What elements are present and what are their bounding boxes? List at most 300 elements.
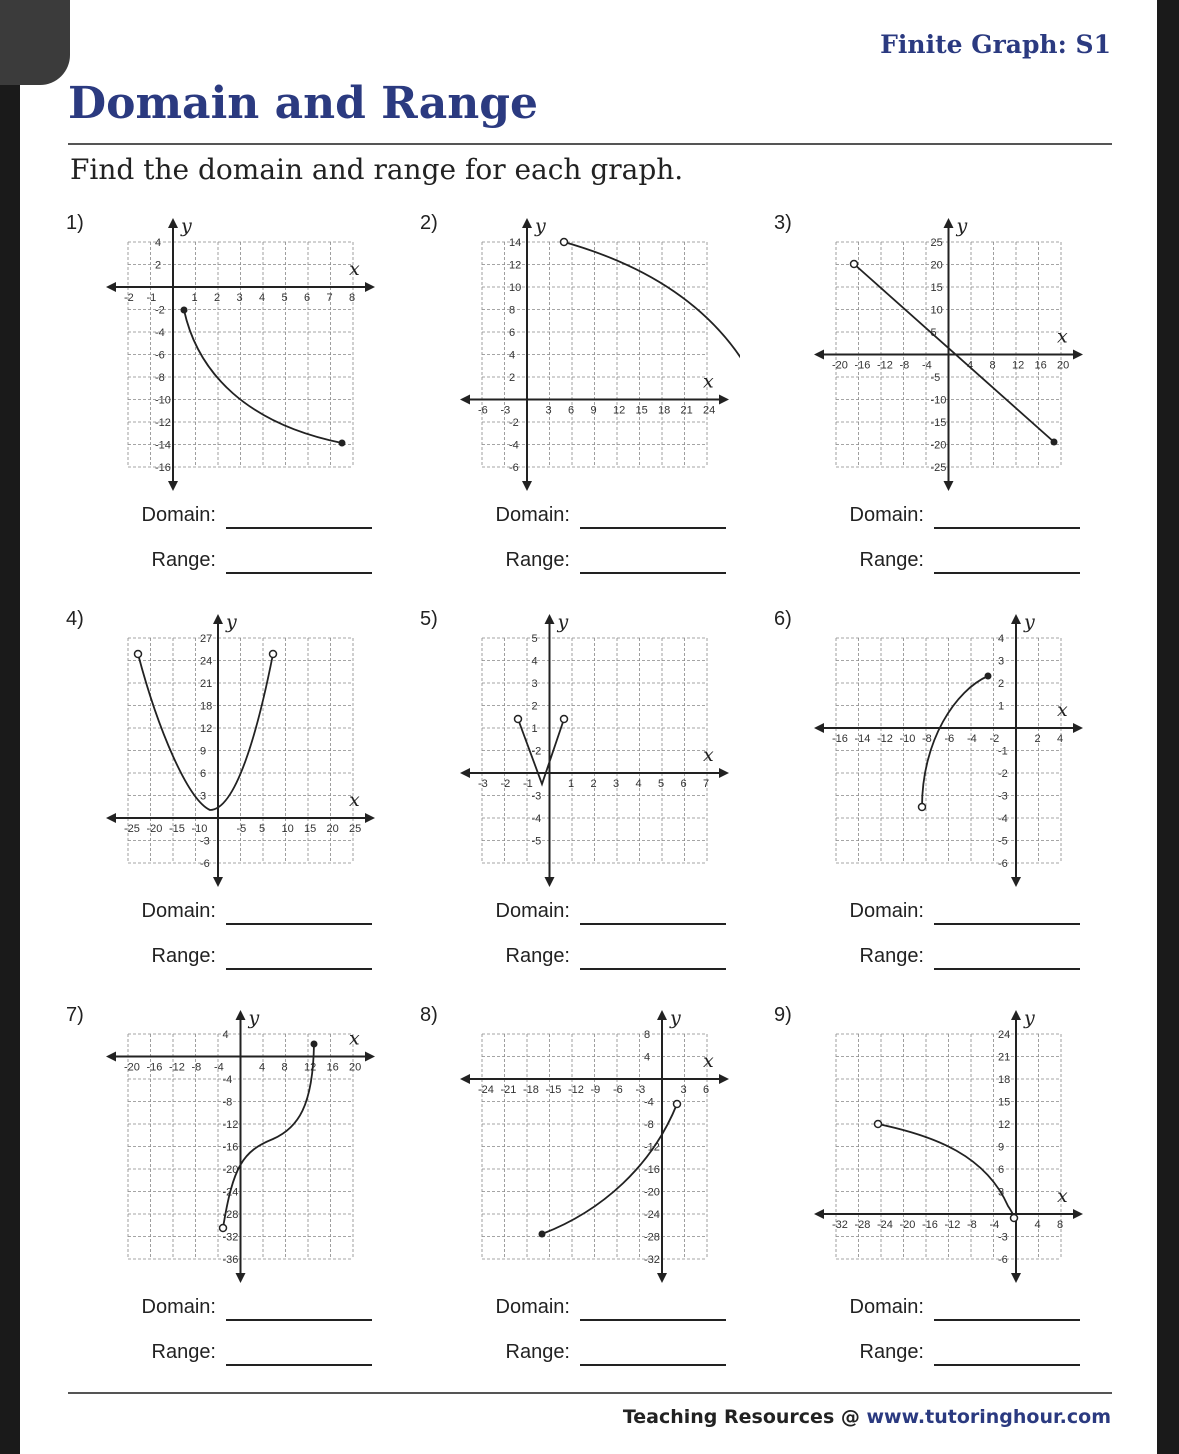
y-tick-label: -12 [155, 417, 171, 429]
y-tick-label: -6 [509, 462, 519, 474]
problem-6 [774, 608, 1126, 988]
x-axis-arrow-left [460, 1074, 470, 1084]
x-tick-label: 3 [680, 1084, 687, 1096]
y-tick-label: -4 [155, 327, 165, 339]
x-tick-label: 4 [967, 359, 974, 372]
y-axis-label: y [181, 215, 192, 237]
function-curve [922, 676, 988, 807]
x-axis-label: x [1057, 699, 1068, 721]
open-endpoint [135, 651, 142, 658]
x-tick-label: -4 [967, 733, 977, 745]
graph-4 [96, 610, 386, 900]
x-axis-arrow-right [365, 1052, 375, 1062]
range-answer-blank[interactable] [580, 968, 726, 970]
y-tick-label: 3 [998, 1186, 1005, 1199]
x-tick-label: 1 [568, 778, 575, 790]
domain-label: Domain: [495, 504, 570, 526]
y-tick-label: -32 [222, 1231, 239, 1244]
x-tick-label: -6 [944, 733, 955, 745]
footer [623, 1406, 1111, 1428]
x-tick-label: 12 [304, 1061, 317, 1074]
y-tick-label: 3 [998, 655, 1005, 668]
graph-6 [804, 610, 1094, 900]
x-tick-label: -10 [899, 733, 916, 745]
problem-number: 7) [66, 1004, 84, 1026]
y-axis-label: y [1024, 1007, 1035, 1029]
range-answer-blank[interactable] [226, 572, 372, 574]
x-tick-label: 2 [1034, 733, 1041, 745]
y-tick-label: -3 [200, 835, 210, 848]
domain-label: Domain: [495, 1296, 570, 1318]
graph-curve-group [220, 1041, 318, 1232]
x-tick-label: 6 [703, 1084, 710, 1096]
x-tick-label: 16 [1034, 359, 1047, 372]
y-tick-label: 4 [222, 1029, 229, 1041]
y-tick-label: 3 [200, 790, 207, 803]
x-tick-label: -16 [922, 1219, 938, 1231]
x-tick-label: 24 [703, 404, 716, 417]
problem-number: 1) [66, 212, 84, 234]
y-tick-label: -12 [644, 1141, 660, 1154]
open-endpoint [561, 716, 568, 723]
y-tick-label: -28 [222, 1209, 239, 1221]
x-axis-arrow-left [814, 350, 824, 360]
x-tick-label: 5 [658, 778, 665, 790]
x-tick-label: -5 [236, 823, 247, 835]
y-axis-label: y [535, 215, 546, 237]
y-tick-label: 8 [509, 304, 516, 317]
instructions: Find the domain and range for each graph. [70, 153, 684, 186]
y-tick-label: 8 [644, 1029, 651, 1041]
domain-answer-blank[interactable] [580, 527, 726, 529]
problem-number: 9) [774, 1004, 792, 1026]
y-tick-label: -6 [998, 1254, 1008, 1266]
y-axis-arrow-up [1011, 614, 1021, 624]
x-tick-label: 3 [545, 404, 552, 417]
y-tick-label: -10 [155, 394, 171, 407]
y-tick-label: -4 [644, 1096, 654, 1109]
x-tick-label: -15 [545, 1084, 562, 1096]
graph-grid [836, 638, 1064, 863]
y-tick-label: 21 [998, 1051, 1011, 1064]
y-tick-label: -5 [531, 835, 542, 848]
domain-answer-blank[interactable] [226, 1319, 372, 1321]
x-tick-label: -12 [877, 733, 893, 745]
x-tick-label: -18 [523, 1084, 539, 1096]
function-curve [854, 264, 1054, 442]
y-tick-label: 15 [998, 1096, 1011, 1109]
x-tick-label: -20 [146, 823, 163, 835]
x-tick-label: 8 [349, 292, 356, 304]
x-axis-label: x [349, 789, 360, 811]
y-axis-label: y [226, 611, 237, 633]
x-tick-label: 6 [304, 292, 311, 304]
problem-7 [66, 1004, 418, 1384]
closed-endpoint [339, 440, 346, 447]
x-axis-arrow-right [1073, 350, 1083, 360]
y-tick-label: 24 [998, 1029, 1011, 1041]
x-tick-label: 16 [326, 1061, 339, 1074]
scan-corner-shadow [0, 0, 70, 85]
domain-answer-blank[interactable] [580, 1319, 726, 1321]
x-axis-arrow-left [814, 1209, 824, 1219]
y-tick-label: -16 [155, 462, 171, 474]
x-tick-label: -32 [832, 1219, 848, 1231]
x-tick-label: -10 [191, 823, 208, 835]
closed-endpoint [539, 1231, 546, 1238]
problem-8 [420, 1004, 772, 1384]
y-tick-label: 27 [200, 633, 213, 645]
x-tick-label: -16 [854, 359, 871, 372]
domain-label: Domain: [849, 900, 924, 922]
graph-grid [482, 242, 707, 467]
y-tick-label: -28 [644, 1231, 660, 1244]
y-tick-label: 18 [998, 1074, 1011, 1086]
y-tick-label: -2 [531, 745, 542, 758]
y-tick-label: 1 [998, 700, 1005, 713]
x-tick-label: 4 [635, 778, 642, 790]
domain-answer-blank[interactable] [934, 527, 1080, 529]
x-tick-label: 5 [259, 823, 266, 835]
worksheet-code: Finite Graph: S1 [880, 30, 1111, 59]
y-tick-label: -6 [200, 858, 210, 870]
x-tick-label: 4 [259, 292, 266, 304]
x-tick-label: -1 [523, 778, 533, 790]
x-axis-label: x [703, 744, 714, 766]
page-title: Domain and Range [68, 78, 539, 129]
x-tick-label: 8 [989, 359, 996, 372]
closed-endpoint [181, 307, 188, 314]
x-tick-label: -8 [922, 733, 932, 745]
open-endpoint [919, 804, 926, 811]
y-axis-arrow-down [944, 481, 954, 491]
right-border [1157, 0, 1179, 1454]
y-tick-label: -20 [222, 1164, 239, 1176]
closed-endpoint [311, 1041, 318, 1048]
x-tick-label: 20 [1057, 359, 1070, 372]
y-tick-label: -4 [531, 813, 542, 825]
x-tick-label: -21 [500, 1084, 517, 1096]
x-axis-label: x [703, 370, 714, 393]
x-tick-label: 6 [680, 778, 687, 790]
x-tick-label: 7 [326, 292, 333, 304]
y-axis-label: y [557, 611, 569, 633]
y-tick-label: 4 [531, 655, 538, 668]
y-axis-arrow-up [944, 218, 954, 228]
x-tick-label: -2 [124, 292, 134, 304]
y-tick-label: -24 [644, 1209, 660, 1221]
x-tick-label: -28 [854, 1219, 871, 1231]
x-tick-label: 3 [613, 778, 620, 790]
open-endpoint [220, 1225, 227, 1232]
y-tick-label: -2 [509, 417, 519, 429]
problem-number: 3) [774, 212, 792, 234]
graph-7 [96, 1006, 386, 1296]
x-axis-label: x [1057, 1185, 1068, 1207]
open-endpoint [1011, 1215, 1018, 1222]
y-tick-label: 9 [200, 745, 207, 758]
x-tick-label: -16 [832, 733, 848, 745]
graph-8 [450, 1006, 740, 1296]
domain-answer-blank[interactable] [226, 923, 372, 925]
y-tick-label: 10 [509, 282, 522, 294]
range-answer-blank[interactable] [580, 1364, 726, 1366]
domain-answer-blank[interactable] [226, 527, 372, 529]
y-tick-label: -1 [998, 745, 1008, 758]
x-tick-label: -2 [989, 733, 1000, 745]
y-tick-label: -2 [155, 304, 165, 317]
y-tick-label: -4 [222, 1074, 233, 1086]
x-axis-arrow-right [1073, 1209, 1083, 1219]
y-tick-label: -10 [930, 394, 947, 407]
y-tick-label: -8 [644, 1119, 654, 1131]
y-tick-label: 6 [998, 1164, 1005, 1176]
y-tick-label: 4 [155, 237, 162, 249]
y-tick-label: -20 [930, 439, 947, 452]
x-tick-label: 15 [635, 404, 648, 417]
y-tick-label: 24 [200, 655, 213, 668]
y-tick-label: 25 [930, 237, 943, 249]
y-tick-label: -25 [930, 462, 947, 474]
y-axis-label: y [956, 215, 968, 237]
y-tick-label: 5 [930, 327, 937, 339]
y-tick-label: -20 [644, 1186, 660, 1199]
problem-2 [420, 212, 772, 592]
x-tick-label: 4 [1057, 733, 1064, 745]
function-curve [564, 242, 740, 376]
y-axis-arrow-up [657, 1010, 667, 1020]
range-answer-blank[interactable] [934, 968, 1080, 970]
y-tick-label: -14 [155, 439, 171, 452]
x-tick-label: -20 [899, 1219, 916, 1231]
x-tick-label: 4 [259, 1061, 266, 1074]
x-tick-label: 4 [1034, 1219, 1041, 1231]
y-axis-label: y [248, 1007, 260, 1029]
y-axis-arrow-down [168, 481, 178, 491]
x-axis-arrow-right [365, 813, 375, 823]
y-axis-arrow-down [1011, 1273, 1021, 1283]
y-tick-label: 6 [509, 327, 516, 339]
x-tick-label: 12 [1012, 359, 1025, 372]
x-tick-label: -24 [478, 1084, 494, 1096]
open-endpoint [851, 261, 858, 268]
x-axis-arrow-left [106, 282, 116, 292]
y-tick-label: -16 [222, 1141, 239, 1154]
x-axis-arrow-right [719, 395, 729, 405]
y-tick-label: -3 [531, 790, 542, 803]
y-tick-label: 21 [200, 678, 213, 690]
y-axis-arrow-up [545, 614, 555, 624]
x-tick-label: 7 [703, 778, 710, 790]
problem-number: 8) [420, 1004, 438, 1026]
y-tick-label: -24 [222, 1186, 239, 1199]
y-tick-label: 2 [509, 372, 516, 384]
x-tick-label: -8 [967, 1219, 977, 1231]
domain-label: Domain: [849, 504, 924, 526]
open-endpoint [875, 1121, 882, 1128]
x-tick-label: 5 [281, 292, 288, 304]
x-tick-label: 8 [281, 1061, 288, 1074]
x-axis-arrow-right [365, 282, 375, 292]
range-label: Range: [859, 549, 924, 571]
graph-curve-group [561, 239, 741, 380]
graph-grid [482, 638, 710, 863]
y-tick-label: 4 [509, 349, 516, 362]
range-label: Range: [151, 945, 216, 967]
x-tick-label: -4 [922, 359, 932, 372]
function-curve [223, 1044, 317, 1228]
x-axis-arrow-left [814, 723, 824, 733]
y-axis-arrow-up [213, 614, 223, 624]
x-tick-label: 21 [680, 404, 693, 417]
open-endpoint [674, 1101, 681, 1108]
graph-2 [450, 214, 740, 504]
y-axis-label: y [1024, 611, 1035, 633]
range-answer-blank[interactable] [580, 572, 726, 574]
range-answer-blank[interactable] [226, 1364, 372, 1366]
x-tick-label: -15 [169, 823, 185, 835]
y-axis-arrow-up [1011, 1010, 1021, 1020]
range-answer-blank[interactable] [934, 1364, 1080, 1366]
y-tick-label: -2 [998, 768, 1008, 780]
range-label: Range: [151, 549, 216, 571]
x-tick-label: 20 [326, 823, 339, 835]
problem-number: 6) [774, 608, 792, 630]
footer-divider [68, 1392, 1112, 1394]
open-endpoint [270, 651, 277, 658]
x-tick-label: -4 [214, 1061, 224, 1074]
y-tick-label: -32 [644, 1254, 660, 1266]
range-answer-blank[interactable] [934, 572, 1080, 574]
x-tick-label: -4 [989, 1219, 1000, 1231]
x-tick-label: 2 [590, 778, 597, 790]
graph-curve-group [875, 1121, 1018, 1222]
x-tick-label: 25 [349, 823, 362, 835]
y-axis-arrow-up [168, 218, 178, 228]
problem-number: 5) [420, 608, 438, 630]
y-tick-label: 18 [200, 700, 213, 713]
x-tick-label: -3 [635, 1084, 646, 1096]
y-tick-label: 4 [998, 633, 1005, 645]
x-tick-label: -14 [854, 733, 871, 745]
y-tick-label: 15 [930, 282, 943, 294]
domain-answer-blank[interactable] [580, 923, 726, 925]
problem-number: 2) [420, 212, 438, 234]
x-axis-arrow-left [460, 395, 470, 405]
problem-5 [420, 608, 772, 988]
x-tick-label: 9 [590, 404, 597, 417]
range-label: Range: [859, 945, 924, 967]
y-tick-label: 3 [531, 678, 538, 690]
x-tick-label: -8 [191, 1061, 202, 1074]
x-axis-arrow-right [1073, 723, 1083, 733]
left-border [0, 85, 20, 1454]
y-tick-label: 1 [531, 723, 538, 735]
x-axis-arrow-left [106, 813, 116, 823]
y-tick-label: -4 [509, 439, 519, 452]
y-tick-label: -6 [998, 858, 1008, 870]
y-tick-label: 2 [155, 259, 162, 272]
y-tick-label: -36 [222, 1254, 239, 1266]
closed-endpoint [985, 673, 992, 680]
range-label: Range: [151, 1341, 216, 1363]
y-tick-label: 12 [200, 723, 213, 735]
x-tick-label: 3 [236, 292, 243, 304]
graph-3 [804, 214, 1094, 504]
x-tick-label: 18 [658, 404, 671, 417]
y-tick-label: -8 [222, 1096, 233, 1109]
x-tick-label: -12 [877, 359, 893, 372]
x-axis-arrow-right [719, 1074, 729, 1084]
y-tick-label: 2 [998, 678, 1005, 690]
x-tick-label: 20 [349, 1061, 362, 1074]
problem-4 [66, 608, 418, 988]
domain-answer-blank[interactable] [934, 1319, 1080, 1321]
y-tick-label: 6 [200, 768, 207, 780]
problem-number: 4) [66, 608, 84, 630]
x-tick-label: -16 [146, 1061, 163, 1074]
closed-endpoint [1051, 439, 1058, 446]
range-label: Range: [505, 945, 570, 967]
x-tick-label: 8 [1057, 1219, 1064, 1231]
x-tick-label: -3 [500, 404, 511, 417]
x-axis-label: x [349, 258, 360, 280]
graph-1 [96, 214, 386, 504]
range-label: Range: [859, 1341, 924, 1363]
x-axis-label: x [1057, 325, 1068, 348]
x-tick-label: -6 [613, 1084, 623, 1096]
range-answer-blank[interactable] [226, 968, 372, 970]
y-tick-label: 2 [531, 700, 538, 713]
domain-label: Domain: [141, 900, 216, 922]
y-axis-arrow-down [522, 481, 532, 491]
x-tick-label: -9 [590, 1084, 601, 1096]
y-tick-label: -15 [930, 417, 947, 429]
x-tick-label: -20 [832, 359, 848, 372]
y-tick-label: -6 [155, 349, 165, 362]
domain-answer-blank[interactable] [934, 923, 1080, 925]
y-tick-label: 20 [930, 259, 943, 272]
graph-curve-group [851, 261, 1058, 446]
y-axis-arrow-down [213, 877, 223, 887]
x-axis-arrow-left [460, 768, 470, 778]
x-tick-label: -25 [124, 823, 140, 835]
footer-text: Teaching Resources @ [622, 1406, 867, 1428]
graph-5 [450, 610, 740, 900]
y-tick-label: -8 [155, 372, 165, 384]
title-divider [68, 143, 1112, 145]
x-tick-label: -20 [124, 1061, 140, 1074]
range-label: Range: [505, 1341, 570, 1363]
x-tick-label: -2 [500, 778, 511, 790]
y-tick-label: 14 [509, 237, 522, 249]
x-tick-label: -1 [146, 292, 157, 304]
domain-label: Domain: [141, 504, 216, 526]
y-axis-arrow-down [236, 1273, 246, 1283]
y-axis-arrow-down [657, 1273, 667, 1283]
x-tick-label: -8 [899, 359, 910, 372]
y-tick-label: 10 [930, 304, 943, 317]
x-tick-label: 15 [304, 823, 317, 835]
footer-url[interactable]: www.tutoringhour.com [866, 1406, 1111, 1428]
y-tick-label: -3 [998, 790, 1008, 803]
domain-label: Domain: [141, 1296, 216, 1318]
domain-label: Domain: [495, 900, 570, 922]
y-tick-label: -12 [222, 1119, 239, 1131]
x-axis-arrow-left [106, 1052, 116, 1062]
x-axis-label: x [703, 1050, 714, 1072]
x-tick-label: -3 [478, 778, 488, 790]
